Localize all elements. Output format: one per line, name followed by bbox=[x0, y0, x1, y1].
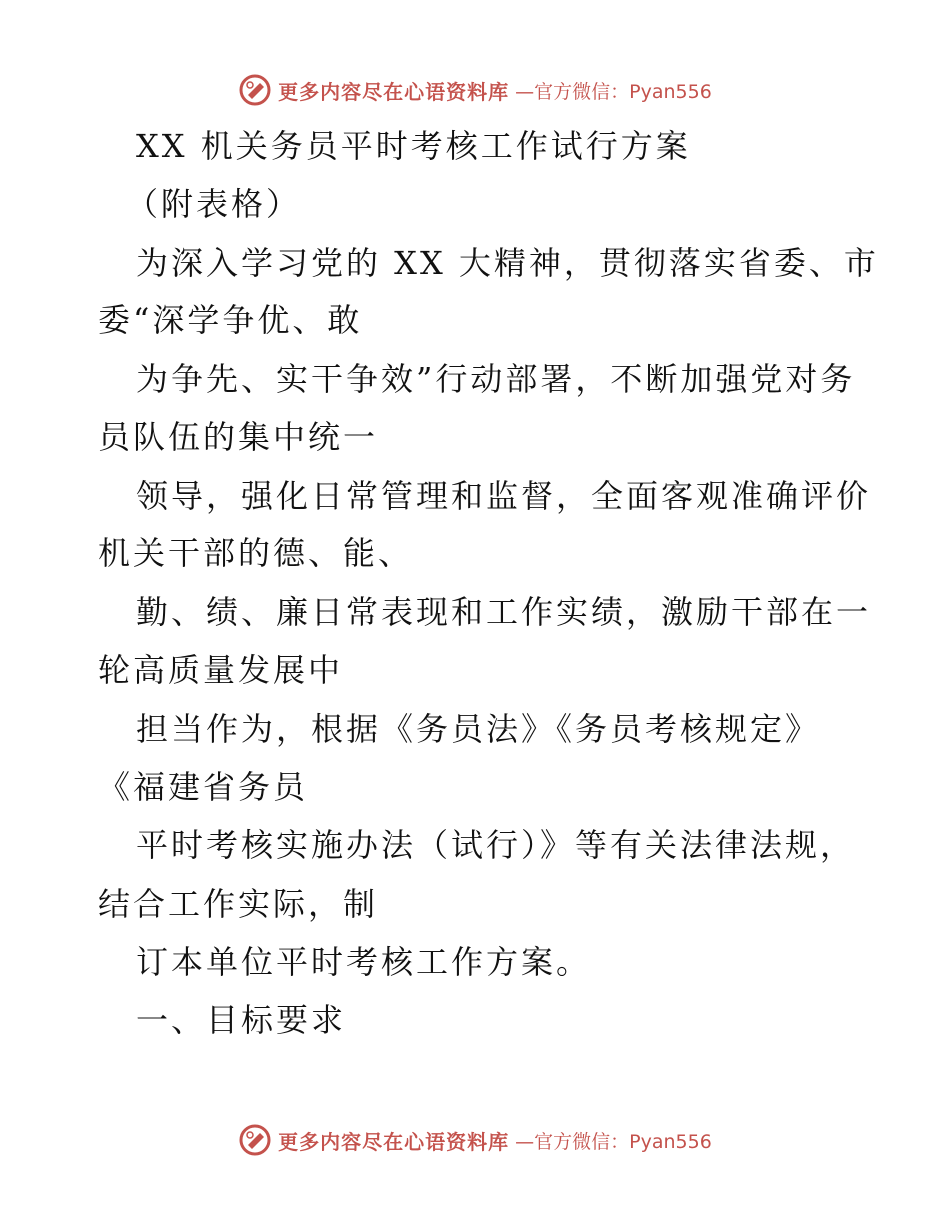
library-logo-icon bbox=[238, 1123, 272, 1157]
section-heading: 一、目标要求 bbox=[136, 1001, 347, 1039]
watermark-banner-top bbox=[0, 70, 950, 110]
paragraph-line: 领导，强化日常管理和监督，全面客观准确评价 bbox=[136, 477, 872, 515]
paragraph-line: 机关干部的德、能、 bbox=[98, 534, 414, 572]
watermark-banner-bottom bbox=[0, 1120, 950, 1160]
paragraph-line: 《福建省务员 bbox=[98, 768, 309, 806]
paragraph-line: 担当作为，根据《务员法》《务员考核规定》 bbox=[136, 710, 821, 748]
library-logo-icon bbox=[238, 73, 272, 107]
paragraph-line: 为争先、实干争效”行动部署，不断加强党对务 bbox=[136, 360, 856, 398]
watermark-contact: —官方微信：Pyan556 bbox=[515, 1130, 712, 1153]
watermark-slogan: 更多内容尽在心语资料库 bbox=[278, 1129, 510, 1154]
paragraph-line: 委“深学争优、敢 bbox=[98, 301, 363, 339]
paragraph-line: 员队伍的集中统一 bbox=[98, 418, 379, 456]
watermark-slogan: 更多内容尽在心语资料库 bbox=[278, 79, 510, 104]
paragraph-line: 平时考核实施办法（试行）》等有关法律法规， bbox=[136, 826, 856, 864]
document-subtitle: （附表格） bbox=[126, 185, 302, 223]
paragraph-line: 为深入学习党的 XX 大精神，贯彻落实省委、市 bbox=[136, 244, 879, 282]
document-title: XX 机关务员平时考核工作试行方案 bbox=[136, 127, 691, 165]
paragraph-line: 轮高质量发展中 bbox=[98, 651, 344, 689]
paragraph-line: 订本单位平时考核工作方案。 bbox=[136, 943, 592, 981]
watermark-contact: —官方微信：Pyan556 bbox=[515, 80, 712, 103]
paragraph-line: 结合工作实际，制 bbox=[98, 885, 379, 923]
paragraph-line: 勤、绩、廉日常表现和工作实绩，激励干部在一 bbox=[136, 593, 872, 631]
